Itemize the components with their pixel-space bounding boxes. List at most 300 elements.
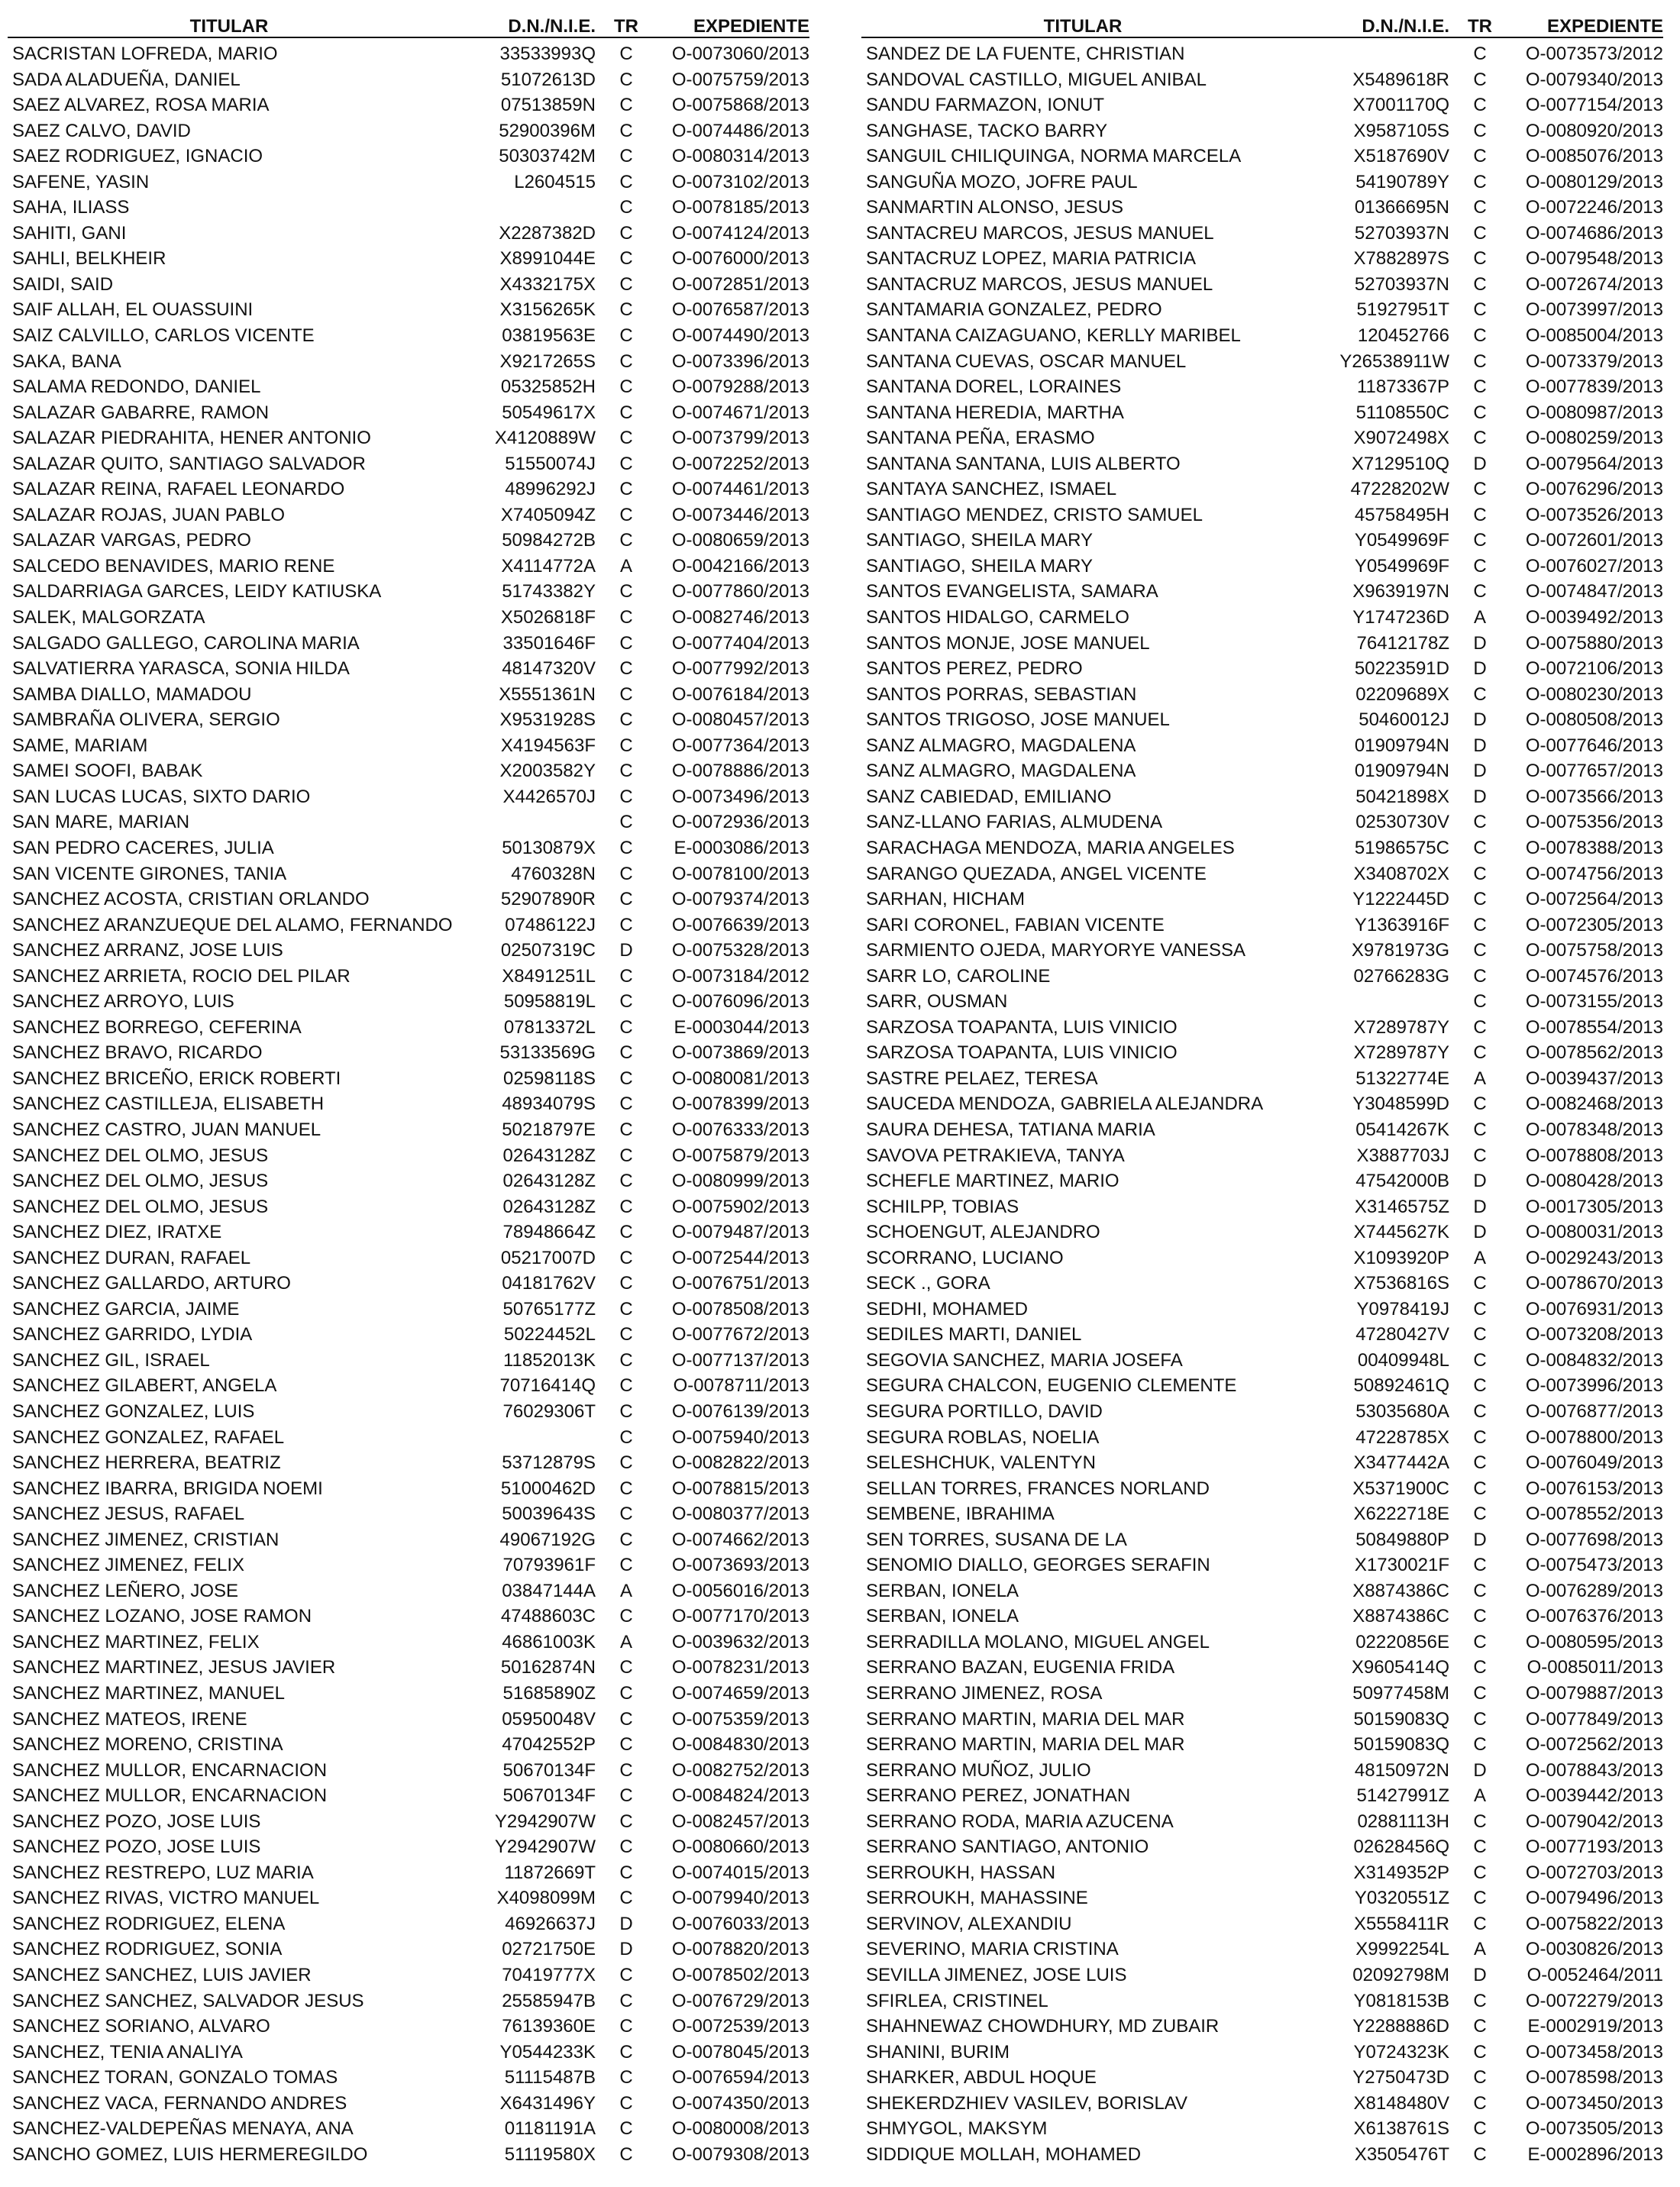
table-row: [8, 1527, 809, 1553]
cell-expediente: O-0056016/2013: [671, 1580, 809, 1601]
cell-dni: 51427991Z: [1356, 1785, 1449, 1807]
cell-expediente: O-0073450/2013: [1525, 2092, 1663, 2114]
cell-titular: SCORRANO, LUCIANO: [866, 1247, 1064, 1268]
cell-titular: SARZOSA TOAPANTA, LUIS VINICIO: [866, 1042, 1178, 1064]
table-row: [861, 297, 1663, 323]
cell-titular: SARACHAGA MENDOZA, MARIA ANGELES: [866, 837, 1235, 858]
cell-expediente: O-0085011/2013: [1527, 1657, 1663, 1678]
cell-expediente: O-0078808/2013: [1525, 1145, 1663, 1166]
table-row: [861, 195, 1663, 221]
cell-expediente: O-0078670/2013: [1525, 1273, 1663, 1294]
cell-tr: C: [619, 863, 633, 884]
cell-titular: SERRANO SANTIAGO, ANTONIO: [866, 1836, 1149, 1858]
cell-dni: 33501646F: [502, 632, 596, 654]
cell-expediente: O-0075879/2013: [671, 1145, 809, 1166]
cell-titular: SAHITI, GANI: [12, 222, 127, 244]
table-row: [8, 733, 809, 759]
cell-tr: C: [1473, 1708, 1487, 1730]
cell-tr: C: [1473, 1298, 1487, 1320]
cell-dni: 70716414Q: [499, 1375, 596, 1397]
cell-dni: 11873367P: [1356, 376, 1449, 398]
cell-tr: C: [619, 197, 633, 218]
cell-titular: SANDU FARMAZON, IONUT: [866, 95, 1105, 116]
cell-titular: SANCHEZ LOZANO, JOSE RAMON: [12, 1606, 312, 1627]
cell-expediente: O-0076333/2013: [671, 1119, 809, 1140]
cell-dni: 53035680A: [1355, 1400, 1449, 1422]
table-row: [8, 67, 809, 93]
table-row: [861, 1066, 1663, 1092]
cell-titular: SANTANA CUEVAS, OSCAR MANUEL: [866, 351, 1187, 372]
cell-dni: X8148480V: [1353, 2092, 1449, 2114]
cell-expediente: O-0080314/2013: [671, 146, 809, 167]
cell-expediente: O-0077646/2013: [1525, 735, 1663, 756]
cell-tr: A: [619, 1580, 632, 1601]
cell-dni: 46861003K: [502, 1631, 596, 1652]
cell-tr: C: [1473, 44, 1487, 64]
cell-dni: 47542000B: [1355, 1171, 1449, 1192]
cell-tr: C: [1473, 428, 1487, 449]
cell-titular: SANTOS MONJE, JOSE MANUEL: [866, 632, 1150, 654]
cell-titular: SEDHI, MOHAMED: [866, 1298, 1029, 1320]
table-row: [861, 631, 1663, 657]
cell-titular: SERRANO MARTIN, MARIA DEL MAR: [866, 1708, 1185, 1730]
table-row: [861, 1399, 1663, 1425]
cell-expediente: O-0077170/2013: [671, 1606, 809, 1627]
cell-titular: SEVILLA JIMENEZ, JOSE LUIS: [866, 1965, 1127, 1986]
cell-expediente: O-0072936/2013: [671, 812, 809, 833]
table-row: [8, 2091, 809, 2117]
cell-titular: SAN LUCAS LUCAS, SIXTO DARIO: [12, 786, 311, 807]
cell-dni: 52703937N: [1354, 222, 1449, 244]
table-row: [8, 528, 809, 554]
table-body: [8, 41, 809, 2167]
cell-tr: C: [1473, 2118, 1487, 2140]
cell-titular: SALDARRIAGA GARCES, LEIDY KATIUSKA: [12, 581, 382, 602]
header-expediente: EXPEDIENTE: [1546, 16, 1663, 37]
cell-dni: X9605414Q: [1351, 1657, 1449, 1678]
cell-expediente: O-0077672/2013: [671, 1324, 809, 1345]
cell-expediente: O-0077137/2013: [671, 1349, 809, 1371]
cell-tr: C: [619, 1247, 633, 1268]
table-header: [861, 17, 1663, 38]
cell-tr: C: [1473, 2067, 1487, 2088]
cell-titular: SANCHEZ SORIANO, ALVARO: [12, 2016, 270, 2037]
table-row: [861, 1809, 1663, 1835]
cell-expediente: O-0075328/2013: [671, 940, 809, 961]
cell-dni: 07813372L: [503, 1016, 596, 1038]
cell-titular: SANCHEZ HERRERA, BEATRIZ: [12, 1452, 281, 1474]
cell-dni: Y1363916F: [1354, 914, 1449, 935]
cell-dni: 50892461Q: [1353, 1375, 1449, 1397]
cell-expediente: O-0079487/2013: [671, 1222, 809, 1243]
table-row: [8, 682, 809, 708]
cell-tr: C: [1473, 1504, 1487, 1525]
cell-tr: C: [1473, 1016, 1487, 1038]
cell-tr: C: [1473, 683, 1487, 705]
cell-expediente: O-0077154/2013: [1525, 95, 1663, 116]
cell-tr: C: [1473, 1683, 1487, 1704]
table-row: [8, 1552, 809, 1578]
table-row: [8, 41, 809, 67]
table-row: [8, 1425, 809, 1451]
cell-dni: 02721750E: [502, 1939, 596, 1960]
cell-dni: 53133569G: [499, 1042, 596, 1064]
cell-dni: 76412178Z: [1356, 632, 1449, 654]
cell-titular: SANCHEZ GONZALEZ, LUIS: [12, 1400, 255, 1422]
cell-tr: C: [619, 1298, 633, 1320]
table-row: [8, 374, 809, 400]
table-header: [8, 17, 809, 38]
cell-dni: X7405094Z: [500, 504, 596, 525]
cell-dni: X5558411R: [1354, 1913, 1449, 1934]
cell-titular: SERVINOV, ALEXANDIU: [866, 1913, 1072, 1934]
cell-titular: SASTRE PELAEZ, TERESA: [866, 1068, 1098, 1089]
table-row: [861, 1732, 1663, 1758]
cell-titular: SAHLI, BELKHEIR: [12, 248, 166, 270]
cell-dni: 02643128Z: [502, 1196, 596, 1217]
cell-expediente: O-0076096/2013: [671, 991, 809, 1013]
cell-dni: X1093920P: [1353, 1247, 1449, 1268]
cell-dni: 02092798M: [1352, 1965, 1449, 1986]
cell-expediente: O-0073496/2013: [671, 786, 809, 807]
cell-titular: SANCHEZ MULLOR, ENCARNACION: [12, 1785, 328, 1807]
cell-titular: SANCHEZ ARROYO, LUIS: [12, 991, 234, 1013]
cell-titular: SERBAN, IONELA: [866, 1580, 1019, 1601]
cell-titular: SALAZAR REINA, RAFAEL LEONARDO: [12, 479, 345, 500]
cell-dni: Y1222445D: [1352, 889, 1449, 910]
cell-expediente: O-0078598/2013: [1525, 2067, 1663, 2088]
table-row: [8, 1271, 809, 1297]
cell-dni: 48996292J: [505, 479, 596, 500]
cell-expediente: O-0085004/2013: [1525, 325, 1663, 347]
cell-dni: Y2750473D: [1352, 2067, 1449, 2088]
cell-titular: SANCHEZ RODRIGUEZ, SONIA: [12, 1939, 283, 1960]
cell-dni: X7289787Y: [1353, 1016, 1449, 1038]
cell-tr: C: [1473, 1862, 1487, 1883]
cell-titular: SALAMA REDONDO, DANIEL: [12, 376, 261, 398]
cell-tr: C: [1473, 991, 1487, 1013]
cell-titular: SANCHEZ GARRIDO, LYDIA: [12, 1324, 253, 1345]
table-row: [8, 1091, 809, 1117]
cell-dni: X4194563F: [500, 735, 596, 756]
cell-dni: 53712879S: [502, 1452, 596, 1474]
table-row: [861, 1578, 1663, 1604]
table-row: [8, 809, 809, 835]
cell-dni: 01181191A: [504, 2118, 596, 2140]
cell-expediente: O-0073184/2012: [671, 965, 809, 987]
cell-tr: C: [619, 914, 633, 935]
cell-expediente: O-0078508/2013: [671, 1298, 809, 1320]
cell-tr: D: [619, 940, 633, 961]
table-row: [8, 1245, 809, 1271]
cell-tr: C: [619, 1683, 633, 1704]
table-row: [861, 349, 1663, 375]
cell-titular: SANTOS TRIGOSO, JOSE MANUEL: [866, 709, 1170, 731]
table-row: [8, 707, 809, 733]
table-row: [861, 554, 1663, 580]
cell-tr: C: [619, 965, 633, 987]
cell-expediente: O-0079940/2013: [671, 1888, 809, 1909]
cell-tr: C: [1473, 1349, 1487, 1371]
cell-tr: C: [1473, 1811, 1487, 1832]
table-row: [8, 2116, 809, 2142]
cell-dni: 11852013K: [502, 1349, 596, 1371]
cell-tr: D: [619, 1913, 633, 1934]
table-row: [861, 425, 1663, 451]
cell-tr: C: [619, 1349, 633, 1371]
cell-tr: C: [619, 1426, 633, 1448]
cell-titular: SERRADILLA MOLANO, MIGUEL ANGEL: [866, 1631, 1210, 1652]
cell-tr: C: [619, 1504, 633, 1525]
table-row: [861, 1143, 1663, 1169]
cell-dni: 05217007D: [500, 1247, 596, 1268]
table-row: [861, 41, 1663, 67]
cell-titular: SAEZ CALVO, DAVID: [12, 120, 191, 141]
table-row: [861, 809, 1663, 835]
table-row: [8, 1604, 809, 1630]
cell-tr: C: [1473, 402, 1487, 423]
cell-tr: C: [1473, 863, 1487, 884]
cell-titular: SEMBENE, IBRAHIMA: [866, 1504, 1055, 1525]
cell-titular: SARANGO QUEZADA, ANGEL VICENTE: [866, 863, 1207, 884]
table-row: [861, 605, 1663, 631]
table-row: [8, 1168, 809, 1194]
cell-expediente: O-0084830/2013: [671, 1734, 809, 1756]
cell-titular: SERROUKH, HASSAN: [866, 1862, 1056, 1883]
cell-dni: 50162874N: [500, 1657, 596, 1678]
cell-dni: 54190789Y: [1355, 171, 1449, 192]
cell-tr: C: [619, 1965, 633, 1986]
cell-expediente: O-0072851/2013: [671, 273, 809, 295]
cell-tr: C: [1473, 376, 1487, 398]
cell-tr: C: [1473, 2092, 1487, 2114]
cell-dni: X4426570J: [502, 786, 596, 807]
cell-expediente: O-0076729/2013: [671, 1990, 809, 2011]
cell-expediente: O-0080508/2013: [1525, 709, 1663, 731]
cell-titular: SANTOS HIDALGO, CARMELO: [866, 607, 1129, 628]
cell-tr: C: [619, 786, 633, 807]
table-row: [861, 682, 1663, 708]
cell-dni: X3146575Z: [1354, 1196, 1449, 1217]
cell-titular: SANZ-LLANO FARIAS, ALMUDENA: [866, 812, 1163, 833]
cell-titular: SANCHEZ DEL OLMO, JESUS: [12, 1171, 269, 1192]
cell-titular: SANTAYA SANCHEZ, ISMAEL: [866, 479, 1117, 500]
cell-dni: 02530730V: [1355, 812, 1449, 833]
cell-tr: C: [619, 1606, 633, 1627]
table-row: [861, 1501, 1663, 1527]
table-row: [8, 1911, 809, 1937]
cell-dni: X9531928S: [499, 709, 596, 731]
cell-expediente: O-0073208/2013: [1525, 1324, 1663, 1345]
table-row: [8, 2040, 809, 2066]
cell-dni: 51743382Y: [502, 581, 596, 602]
cell-dni: 33533993Q: [499, 44, 596, 64]
cell-dni: Y0549969F: [1354, 555, 1449, 577]
cell-dni: 01909794N: [1354, 735, 1449, 756]
table-row: [861, 502, 1663, 528]
table-row: [861, 2142, 1663, 2168]
table-row: [8, 2014, 809, 2040]
table-row: [861, 1860, 1663, 1886]
cell-expediente: O-0075880/2013: [1525, 632, 1663, 654]
cell-dni: 51927951T: [1356, 299, 1449, 321]
cell-tr: C: [619, 1785, 633, 1807]
cell-expediente: O-0077849/2013: [1525, 1708, 1663, 1730]
table-row: [8, 656, 809, 682]
cell-tr: C: [1473, 1094, 1487, 1115]
cell-expediente: O-0039492/2013: [1525, 607, 1663, 628]
cell-expediente: O-0080129/2013: [1525, 171, 1663, 192]
table-row: [861, 733, 1663, 759]
cell-tr: C: [619, 1196, 633, 1217]
table-row: [8, 1040, 809, 1066]
cell-titular: SANTOS PORRAS, SEBASTIAN: [866, 683, 1137, 705]
table-row: [8, 1655, 809, 1681]
cell-titular: SALGADO GALLEGO, CAROLINA MARIA: [12, 632, 360, 654]
table-row: [861, 861, 1663, 887]
cell-expediente: O-0073060/2013: [671, 44, 809, 64]
table-row: [861, 1322, 1663, 1348]
cell-tr: C: [619, 1657, 633, 1678]
cell-titular: SHEKERDZHIEV VASILEV, BORISLAV: [866, 2092, 1188, 2114]
cell-expediente: O-0074756/2013: [1525, 863, 1663, 884]
table-row: [8, 938, 809, 964]
cell-tr: C: [619, 1171, 633, 1192]
cell-dni: 78948664Z: [502, 1222, 596, 1243]
cell-tr: C: [619, 632, 633, 654]
cell-titular: SERBAN, IONELA: [866, 1606, 1019, 1627]
cell-expediente: O-0082468/2013: [1525, 1094, 1663, 1115]
cell-expediente: O-0080595/2013: [1525, 1631, 1663, 1652]
cell-tr: C: [1473, 1990, 1487, 2011]
cell-dni: X9781973G: [1351, 940, 1449, 961]
cell-tr: C: [619, 1042, 633, 1064]
cell-titular: SANTANA HEREDIA, MARTHA: [866, 402, 1124, 423]
cell-titular: SANTANA DOREL, LORAINES: [866, 376, 1122, 398]
cell-dni: X2287382D: [499, 222, 596, 244]
table-row: [8, 1809, 809, 1835]
cell-expediente: O-0082822/2013: [671, 1452, 809, 1474]
cell-tr: C: [619, 479, 633, 500]
cell-dni: 76139360E: [502, 2016, 596, 2037]
cell-titular: SARHAN, HICHAM: [866, 889, 1026, 910]
cell-titular: SELESHCHUK, VALENTYN: [866, 1452, 1096, 1474]
cell-titular: SANTACRUZ LOPEZ, MARIA PATRICIA: [866, 248, 1197, 270]
cell-titular: SANCHEZ ARRANZ, JOSE LUIS: [12, 940, 283, 961]
table-row: [8, 1578, 809, 1604]
table-row: [861, 2116, 1663, 2142]
table-row: [8, 913, 809, 938]
cell-titular: SANCHEZ SANCHEZ, SALVADOR JESUS: [12, 1990, 364, 2011]
cell-expediente: O-0079308/2013: [671, 2143, 809, 2165]
cell-titular: SANTANA SANTANA, LUIS ALBERTO: [866, 453, 1181, 474]
cell-tr: C: [619, 146, 633, 167]
cell-expediente: O-0076049/2013: [1525, 1452, 1663, 1474]
cell-tr: C: [619, 1375, 633, 1397]
table-row: [861, 1271, 1663, 1297]
cell-tr: D: [1473, 632, 1487, 654]
cell-titular: SANTOS EVANGELISTA, SAMARA: [866, 581, 1158, 602]
table-row: [8, 1348, 809, 1374]
cell-expediente: O-0074659/2013: [671, 1683, 809, 1704]
cell-tr: C: [619, 709, 633, 731]
cell-tr: C: [619, 248, 633, 270]
cell-expediente: O-0072601/2013: [1525, 530, 1663, 551]
cell-dni: 50765177Z: [502, 1298, 596, 1320]
cell-titular: SANCHEZ POZO, JOSE LUIS: [12, 1836, 261, 1858]
cell-tr: C: [619, 428, 633, 449]
cell-tr: C: [619, 376, 633, 398]
cell-expediente: O-0073458/2013: [1525, 2041, 1663, 2063]
cell-titular: SANTIAGO MENDEZ, CRISTO SAMUEL: [866, 504, 1203, 525]
cell-tr: C: [1473, 273, 1487, 295]
cell-tr: C: [1473, 95, 1487, 116]
cell-expediente: O-0076296/2013: [1525, 479, 1663, 500]
cell-expediente: O-0042166/2013: [671, 555, 809, 577]
cell-expediente: O-0076139/2013: [671, 1400, 809, 1422]
table-row: [8, 195, 809, 221]
cell-tr: C: [1473, 171, 1487, 192]
table-row: [8, 1681, 809, 1707]
table-row: [861, 964, 1663, 990]
cell-tr: C: [1473, 69, 1487, 90]
cell-tr: C: [1473, 1452, 1487, 1474]
cell-titular: SANCHEZ GIL, ISRAEL: [12, 1349, 210, 1371]
cell-tr: C: [619, 1888, 633, 1909]
cell-dni: Y2942907W: [494, 1811, 596, 1832]
cell-expediente: O-0078562/2013: [1525, 1042, 1663, 1064]
cell-dni: 50460012J: [1359, 709, 1449, 731]
cell-dni: X3149352P: [1353, 1862, 1449, 1883]
table-row: [8, 989, 809, 1015]
cell-dni: 07486122J: [505, 914, 596, 935]
cell-expediente: O-0074662/2013: [671, 1529, 809, 1550]
cell-tr: C: [1473, 1324, 1487, 1345]
cell-tr: C: [619, 1990, 633, 2011]
cell-tr: C: [619, 581, 633, 602]
table-row: [861, 989, 1663, 1015]
cell-titular: SANCHEZ MATEOS, IRENE: [12, 1708, 247, 1730]
header-titular: TITULAR: [189, 17, 269, 37]
table-row: [8, 1501, 809, 1527]
table-row: [861, 938, 1663, 964]
cell-tr: A: [619, 555, 632, 577]
cell-expediente: O-0079887/2013: [1525, 1683, 1663, 1704]
cell-dni: Y2942907W: [494, 1836, 596, 1858]
header-tr: TR: [1468, 16, 1492, 37]
cell-titular: SARR, OUSMAN: [866, 991, 1008, 1013]
cell-titular: SAMBA DIALLO, MAMADOU: [12, 683, 252, 705]
table-row: [861, 1655, 1663, 1681]
cell-dni: 51072613D: [500, 69, 596, 90]
cell-dni: 51550074J: [505, 453, 596, 474]
cell-titular: SCHILPP, TOBIAS: [866, 1196, 1019, 1217]
cell-titular: SANTAMARIA GONZALEZ, PEDRO: [866, 299, 1162, 321]
table-row: [861, 1091, 1663, 1117]
cell-dni: Y0320551Z: [1354, 1888, 1449, 1909]
cell-tr: C: [619, 1016, 633, 1038]
cell-titular: SAHA, ILIASS: [12, 197, 130, 218]
cell-tr: C: [619, 1529, 633, 1550]
cell-tr: C: [1473, 1400, 1487, 1422]
table-row: [8, 1219, 809, 1245]
cell-tr: D: [1473, 709, 1487, 731]
cell-titular: SEVERINO, MARIA CRISTINA: [866, 1939, 1119, 1960]
cell-dni: 50977458M: [1352, 1683, 1449, 1704]
table-row: [861, 1168, 1663, 1194]
table-row: [8, 1937, 809, 1962]
cell-dni: 47228785X: [1355, 1426, 1449, 1448]
